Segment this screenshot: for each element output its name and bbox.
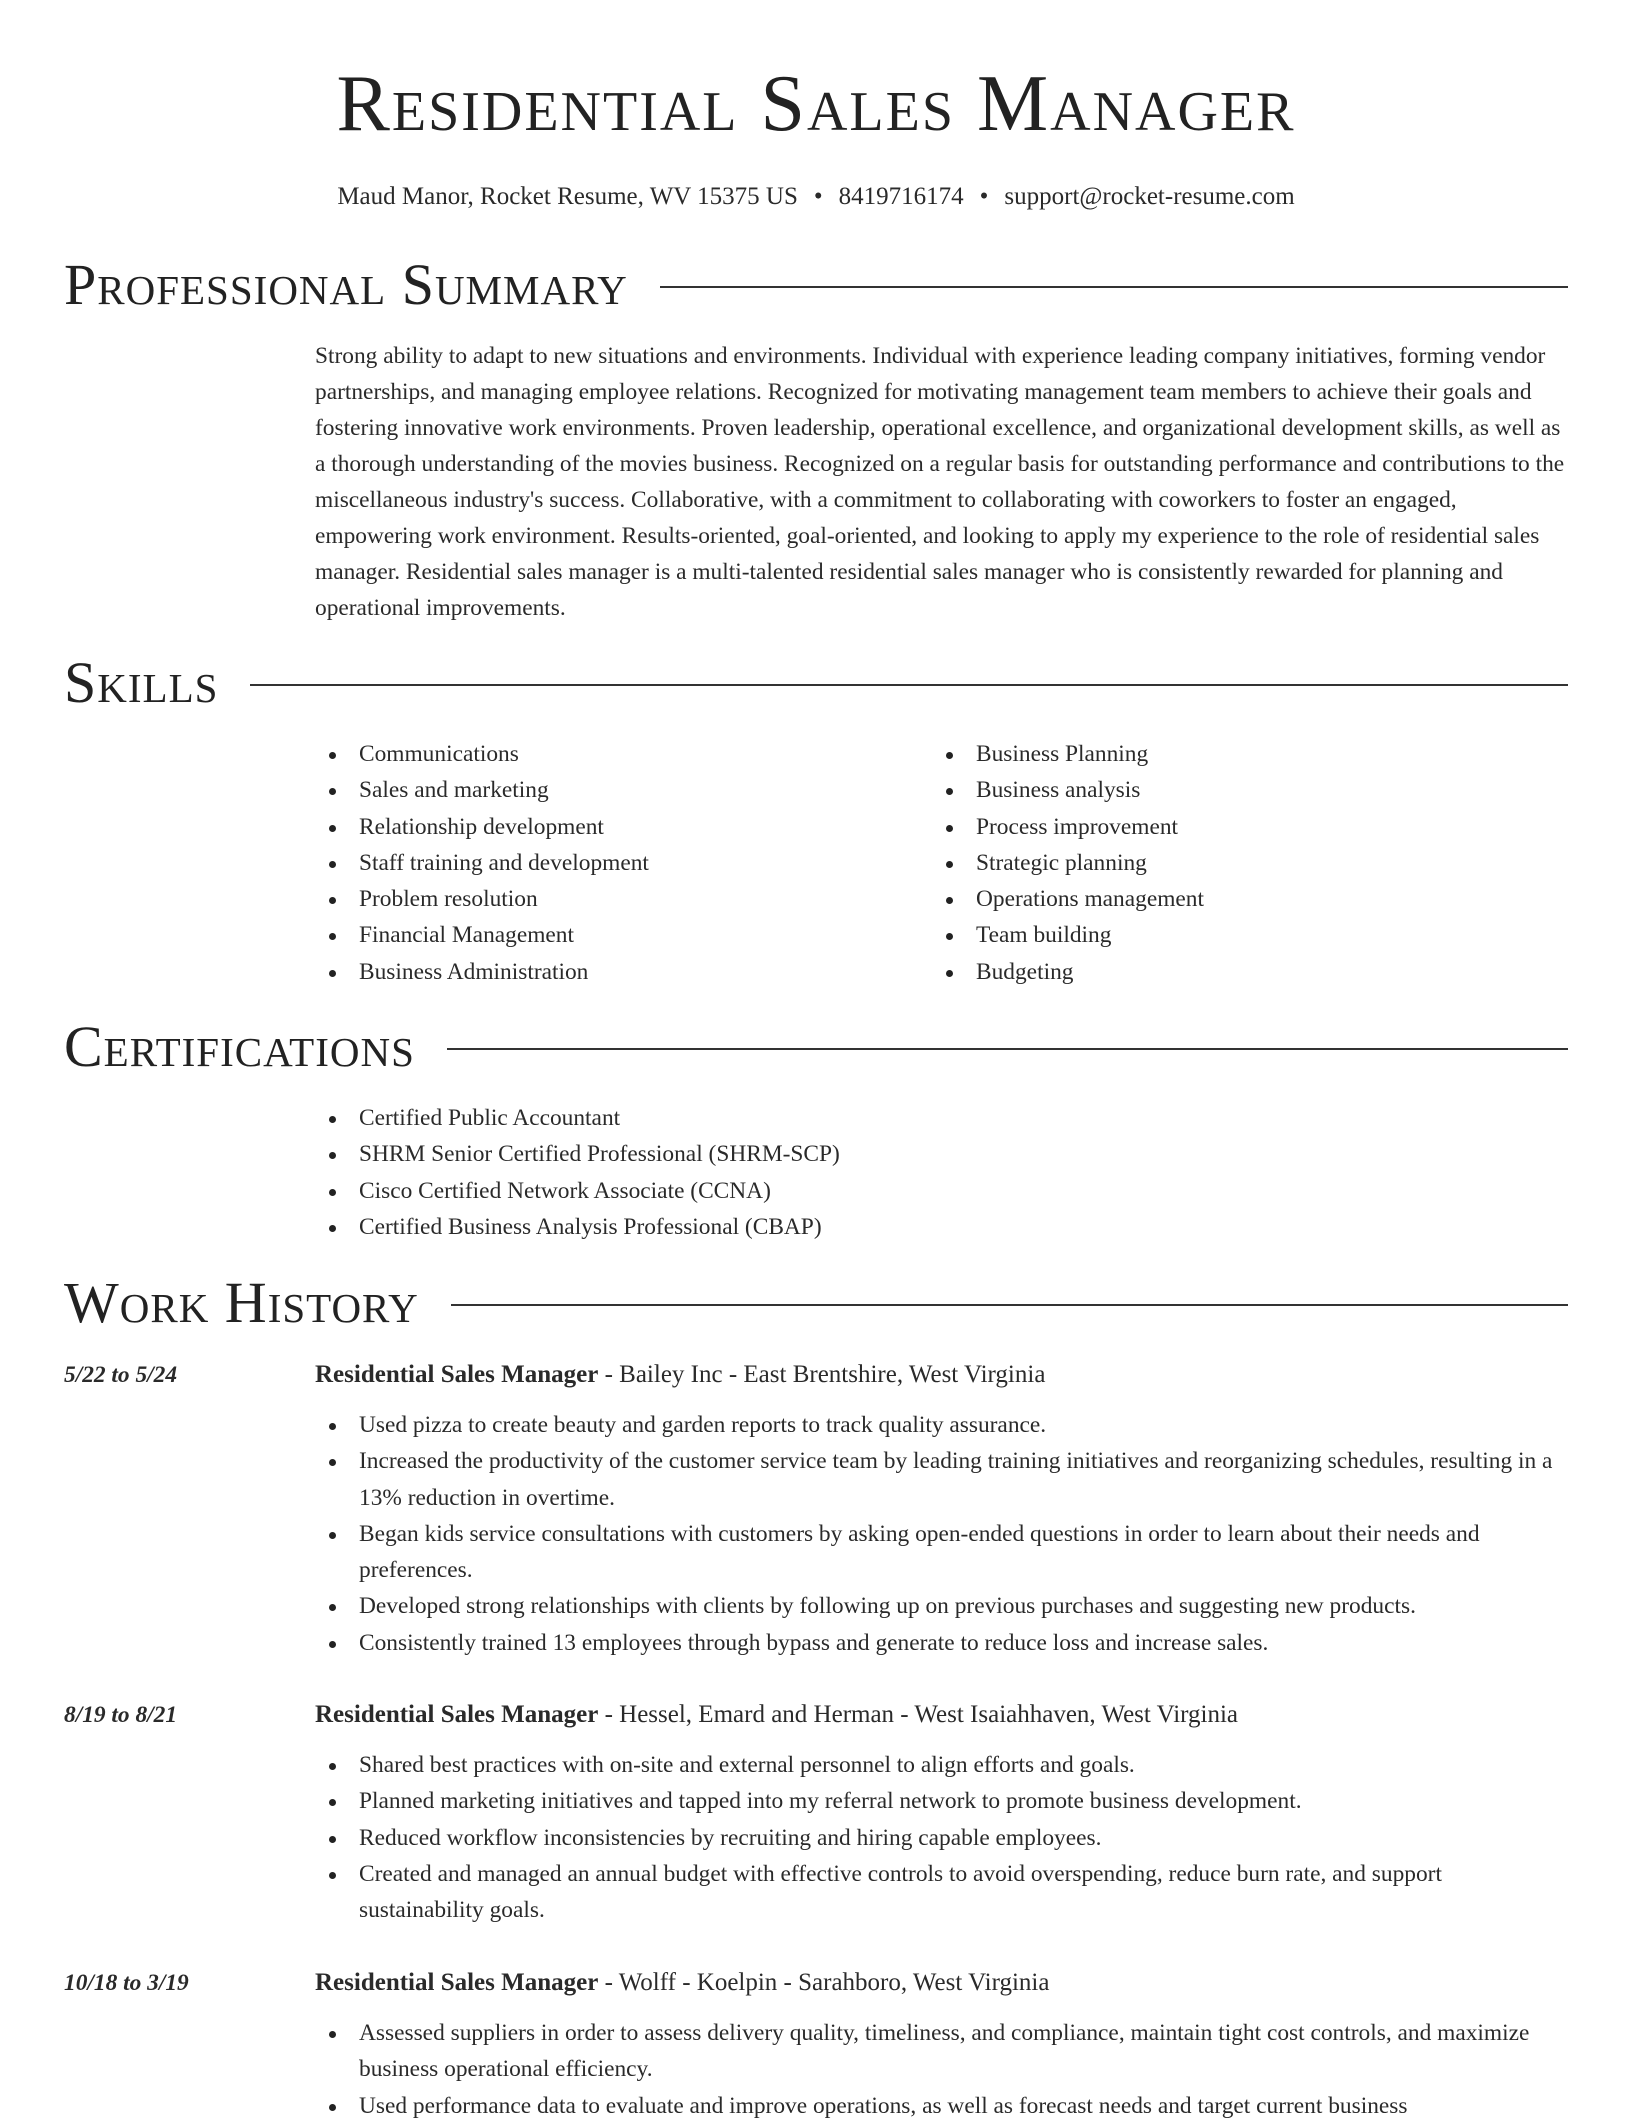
certification-item: SHRM Senior Certified Professional (SHRM-SCP)	[315, 1136, 1515, 1172]
job-entry	[64, 1697, 1568, 1928]
skills-list-right	[932, 736, 1532, 990]
job-title: Residential Sales Manager	[315, 1701, 599, 1728]
job-bullet-item: Developed strong relationships with clients by following up on previous purchases and suggesting new products.	[315, 1588, 1568, 1624]
contact-line	[0, 182, 1632, 212]
skill-item: Business analysis	[932, 772, 1532, 808]
certification-item: Certified Business Analysis Professional (CBAP)	[315, 1209, 1515, 1245]
section-divider	[451, 1304, 1568, 1306]
job-bullet-item: Assessed suppliers in order to assess delivery quality, timeliness, and compliance, maintain tight cost controls, and maximize business operational efficiency.	[315, 2015, 1568, 2088]
skill-item: Process improvement	[932, 809, 1532, 845]
skill-item: Operations management	[932, 881, 1532, 917]
job-bullet-item: Consistently trained 13 employees through bypass and generate to reduce loss and increase sales.	[315, 1625, 1568, 1661]
job-bullet-item: Created and managed an annual budget with effective controls to avoid overspending, reduce burn rate, and support sustainability goals.	[315, 1856, 1568, 1929]
summary-section-header	[64, 253, 1568, 317]
contact-separator: •	[813, 183, 823, 210]
job-company-location: - Wolff - Koelpin - Sarahboro, West Virginia	[598, 1969, 1050, 1996]
job-company-location: - Bailey Inc - East Brentshire, West Virginia	[598, 1361, 1046, 1388]
skill-item: Communications	[315, 736, 915, 772]
certifications-list	[315, 1100, 1515, 1245]
job-bullets	[315, 2015, 1568, 2124]
job-bullets	[315, 1747, 1568, 1928]
summary-text: Strong ability to adapt to new situations and environments. Individual with experience leading company initiatives, forming vendor partnerships, and managing employee relations. Recognized for motivating management team members to achieve their goals and fostering innovative work environments. Proven leadership, operational excellence, and organizational development skills, as well as a thorough understanding of the movies business. Recognized on a regular basis for outstanding performance and contributions to the miscellaneous industry's success. Collaborative, with a commitment to collaborating with coworkers to foster an engaged, empowering work environment. Results-oriented, goal-oriented, and looking to apply my experience to the role of residential sales manager. Residential sales manager is a multi-talented residential sales manager who is consistently rewarded for planning and operational improvements.	[315, 343, 1565, 621]
job-title: Residential Sales Manager	[315, 1361, 599, 1388]
contact-email: support@rocket-resume.com	[1004, 183, 1295, 210]
job-bullet-item: Shared best practices with on-site and external personnel to align efforts and goals.	[315, 1747, 1568, 1783]
job-title: Residential Sales Manager	[315, 1969, 599, 1996]
job-dates: 5/22 to 5/24	[64, 1362, 178, 1388]
job-title-line	[315, 1697, 1568, 1733]
job-bullets	[315, 1407, 1568, 1661]
skills-list-left	[315, 736, 915, 990]
skills-heading: Skills	[64, 650, 219, 715]
skill-item: Team building	[932, 917, 1532, 953]
job-entry	[64, 1965, 1568, 2124]
work-history-section-header	[64, 1271, 1568, 1335]
contact-phone: 8419716174	[838, 183, 964, 210]
certifications-block	[315, 1100, 1515, 1245]
job-entry	[64, 1357, 1568, 1661]
section-divider	[660, 286, 1568, 288]
certification-item: Cisco Certified Network Associate (CCNA)	[315, 1173, 1515, 1209]
skill-item: Business Planning	[932, 736, 1532, 772]
work-history-heading: Work History	[64, 1270, 419, 1335]
job-title-line	[315, 1357, 1568, 1393]
skill-item: Financial Management	[315, 917, 915, 953]
skill-item: Relationship development	[315, 809, 915, 845]
section-divider	[250, 684, 1568, 686]
skills-section-header	[64, 651, 1568, 715]
job-dates: 8/19 to 8/21	[64, 1702, 178, 1728]
job-company-location: - Hessel, Emard and Herman - West Isaiahhaven, West Virginia	[598, 1701, 1239, 1728]
summary-heading: Professional Summary	[64, 252, 628, 317]
certifications-section-header	[64, 1015, 1568, 1079]
job-title-line	[315, 1965, 1568, 2001]
skill-item: Problem resolution	[315, 881, 915, 917]
job-bullet-item: Reduced workflow inconsistencies by recruiting and hiring capable employees.	[315, 1820, 1568, 1856]
certification-item: Certified Public Accountant	[315, 1100, 1515, 1136]
job-bullet-item: Increased the productivity of the customer service team by leading training initiatives and reorganizing schedules, resulting in a 13% reduction in overtime.	[315, 1443, 1568, 1516]
job-dates: 10/18 to 3/19	[64, 1970, 189, 1996]
job-bullet-item: Began kids service consultations with customers by asking open-ended questions in order to learn about their needs and preferences.	[315, 1516, 1568, 1589]
skill-item: Strategic planning	[932, 845, 1532, 881]
skill-item: Business Administration	[315, 954, 915, 990]
skill-item: Budgeting	[932, 954, 1532, 990]
contact-address: Maud Manor, Rocket Resume, WV 15375 US	[337, 183, 798, 210]
resume-name: Residential Sales Manager	[336, 60, 1296, 148]
job-bullet-item: Planned marketing initiatives and tapped into my referral network to promote business development.	[315, 1783, 1568, 1819]
job-bullet-item: Used pizza to create beauty and garden reports to track quality assurance.	[315, 1407, 1568, 1443]
contact-separator: •	[979, 183, 989, 210]
skills-column-right	[932, 736, 1532, 990]
job-bullet-item: Used performance data to evaluate and improve operations, as well as forecast needs and target current business	[315, 2088, 1568, 2124]
section-divider	[447, 1048, 1568, 1050]
skill-item: Staff training and development	[315, 845, 915, 881]
certifications-heading: Certifications	[64, 1014, 415, 1079]
skills-column-left	[315, 736, 915, 990]
skill-item: Sales and marketing	[315, 772, 915, 808]
